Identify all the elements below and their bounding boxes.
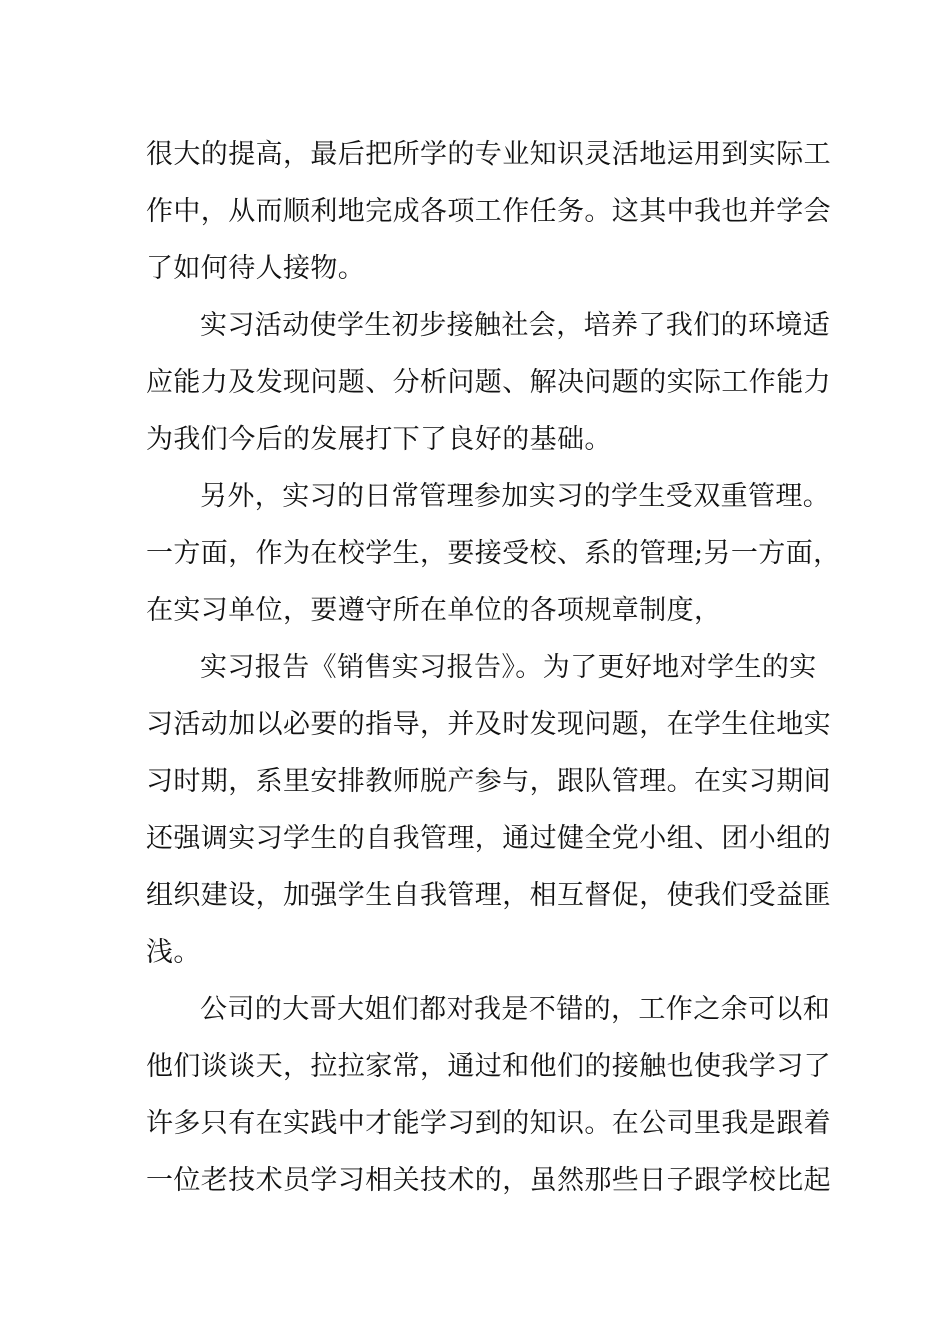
paragraph-4-line-2: 习活动加以必要的指导，并及时发现问题，在学生住地实: [146, 709, 831, 740]
paragraph-4-line-5: 组织建设，加强学生自我管理，相互督促，使我们受益匪: [146, 880, 831, 911]
paragraph-2-line-1: 实习活动使学生初步接触社会，培养了我们的环境适: [200, 310, 831, 341]
paragraph-2-line-3: 为我们今后的发展打下了良好的基础。: [146, 424, 612, 455]
paragraph-3-line-1: 另外，实习的日常管理参加实习的学生受双重管理。: [200, 481, 831, 512]
paragraph-1-line-1: 很大的提高，最后把所学的专业知识灵活地运用到实际工: [146, 139, 831, 170]
paragraph-4-line-6: 浅。: [146, 937, 201, 968]
paragraph-5-line-3: 许多只有在实践中才能学习到的知识。在公司里我是跟着: [146, 1108, 831, 1139]
paragraph-3-line-3: 在实习单位，要遵守所在单位的各项规章制度，: [146, 595, 722, 626]
paragraph-4-line-3: 习时期，系里安排教师脱产参与，跟队管理。在实习期间: [146, 766, 831, 797]
paragraph-1-line-2: 作中，从而顺利地完成各项工作任务。这其中我也并学会: [146, 196, 831, 227]
paragraph-5-line-4: 一位老技术员学习相关技术的，虽然那些日子跟学校比起: [146, 1165, 831, 1196]
paragraph-5-line-2: 他们谈谈天，拉拉家常，通过和他们的接触也使我学习了: [146, 1051, 831, 1082]
paragraph-2-line-2: 应能力及发现问题、分析问题、解决问题的实际工作能力: [146, 367, 831, 398]
document-body: [146, 126, 841, 1209]
paragraph-1-line-3: 了如何待人接物。: [146, 253, 366, 284]
paragraph-4-line-1: 实习报告《销售实习报告》。为了更好地对学生的实: [200, 652, 817, 683]
paragraph-3-line-2: 一方面，作为在校学生，要接受校、系的管理;另一方面，: [146, 538, 841, 569]
paragraph-4-line-4: 还强调实习学生的自我管理，通过健全党小组、团小组的: [146, 823, 831, 854]
paragraph-5-line-1: 公司的大哥大姐们都对我是不错的，工作之余可以和: [200, 994, 831, 1025]
